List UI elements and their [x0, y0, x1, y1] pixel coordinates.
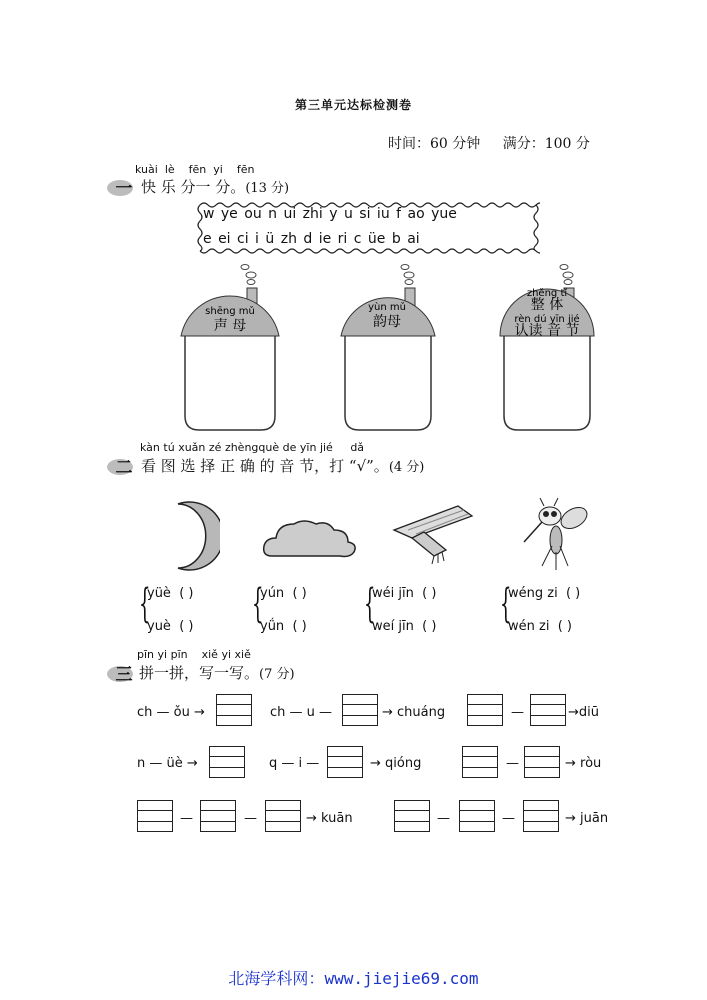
q1-prompt [141, 176, 289, 197]
q1-pinyin-1: lè [164, 163, 175, 176]
q1-text: 快 乐 分一 分。 [141, 178, 246, 196]
q1-pinyin-2: fēn [188, 163, 207, 176]
house-whole-label-2: 认读 音 节 [514, 323, 580, 339]
row1-diu: →diū [568, 705, 599, 720]
answer-box[interactable] [265, 800, 301, 832]
answer-box[interactable] [459, 800, 495, 832]
answer-box[interactable] [327, 746, 363, 778]
answer-box[interactable] [467, 694, 503, 726]
q1-pinyin-4: fēn [236, 163, 255, 176]
q2-pinyin-0: kàn [140, 441, 160, 454]
moon-icon [160, 500, 220, 572]
row2-n-ue: n — üè → [137, 756, 198, 771]
page-title: 第三单元达标检测卷 [294, 98, 412, 112]
footer-url[interactable]: www.jiejie69.com [324, 969, 479, 988]
house-finals [333, 262, 443, 434]
choice-scarf-a[interactable]: wéi jīn ( ) [372, 586, 437, 601]
q3-pinyin [137, 648, 251, 661]
q2-pinyin-8: jié [319, 441, 333, 454]
dash: — [502, 811, 515, 826]
q3-pinyin-1: yi [157, 648, 168, 661]
q3-pinyin-2: pīn [170, 648, 188, 661]
house-initials [175, 262, 285, 434]
q3-text: 拼一拼，写一写。 [139, 664, 260, 682]
row1-chuang: → chuáng [382, 705, 446, 720]
answer-box[interactable] [530, 694, 566, 726]
dash: — [244, 811, 257, 826]
exam-full-score: 满分：100 分 [502, 136, 590, 152]
q1-pinyin [135, 163, 254, 176]
pinyin-row-1: w ye ou n ui zhi y u si iu f ao yue [203, 206, 457, 222]
scarf-icon [388, 500, 478, 568]
q3-score: (7 分) [259, 667, 295, 682]
q1-pinyin-0: kuài [135, 163, 158, 176]
answer-box[interactable] [523, 800, 559, 832]
footer-watermark [0, 966, 707, 989]
q2-pinyin-9: dǎ [350, 441, 365, 454]
row2-q-i: q — i — [269, 756, 320, 771]
q1-number: 一 [113, 176, 135, 196]
row2-qiong: → qióng [370, 756, 422, 771]
house-whole-label: 整 体 [530, 297, 564, 313]
answer-box[interactable] [394, 800, 430, 832]
dash: — [506, 756, 519, 771]
q2-pinyin-1: tú [163, 441, 175, 454]
answer-box[interactable] [524, 746, 560, 778]
house-finals-label: 韵母 [373, 314, 401, 330]
q2-pinyin-4: zhèng [224, 441, 259, 454]
q2-pinyin [140, 441, 364, 454]
answer-box[interactable] [137, 800, 173, 832]
q3-pinyin-3: xiě [201, 648, 218, 661]
q2-pinyin-6: de [282, 441, 297, 454]
house-whole-syllables [490, 262, 602, 434]
exam-meta [388, 133, 608, 153]
cloud-icon [260, 516, 360, 564]
q2-pinyin-7: yīn [299, 441, 317, 454]
answer-box[interactable] [209, 746, 245, 778]
row3-kuan: → kuān [306, 811, 353, 826]
q2-number: 二 [113, 455, 135, 475]
choice-mosquito-b[interactable]: wén zi ( ) [508, 619, 572, 634]
q1-pinyin-3: yi [213, 163, 223, 176]
choice-moon-b[interactable]: yuè ( ) [147, 619, 194, 634]
answer-box[interactable] [216, 694, 252, 726]
row1-ch-ou: ch — ǒu → [137, 705, 205, 720]
answer-box[interactable] [462, 746, 498, 778]
answer-box[interactable] [342, 694, 378, 726]
q3-pinyin-4: yi [221, 648, 232, 661]
q3-prompt [139, 662, 295, 683]
dash: — [180, 811, 193, 826]
q1-score: (13 分) [245, 181, 290, 196]
row3-juan: → juān [565, 811, 609, 826]
choice-moon-a[interactable]: yüè ( ) [147, 586, 194, 601]
row1-ch-u: ch — u — [270, 705, 333, 720]
house-whole-pinyin: zhěng tǐ [526, 288, 568, 299]
choice-cloud-b[interactable]: yǘn ( ) [260, 619, 307, 634]
pinyin-row-2: e ei ci i ü zh d ie ri c üe b ai [203, 231, 420, 247]
exam-time: 时间：60 分钟 [388, 136, 481, 152]
q2-prompt [141, 455, 424, 476]
q2-pinyin-2: xuǎn [178, 441, 206, 454]
house-whole-pinyin-2: rèn dú yīn jié [514, 314, 580, 325]
q2-score: (4 分) [388, 460, 425, 475]
house-finals-pinyin: yùn mǔ [368, 302, 406, 313]
choice-scarf-b[interactable]: weí jīn ( ) [372, 619, 437, 634]
mosquito-icon [516, 496, 596, 572]
q3-number: 三 [113, 662, 135, 682]
footer-site-name: 北海学科网： [228, 969, 325, 988]
answer-box[interactable] [200, 800, 236, 832]
house-initials-pinyin: shēng mǔ [205, 306, 255, 317]
choice-mosquito-a[interactable]: wéng zi ( ) [508, 586, 581, 601]
row2-rou: → ròu [565, 756, 602, 771]
choice-cloud-a[interactable]: yún ( ) [260, 586, 307, 601]
q2-pinyin-3: zé [208, 441, 222, 454]
dash: — [437, 811, 450, 826]
q3-pinyin-0: pīn [137, 648, 155, 661]
house-initials-label: 声 母 [213, 318, 247, 334]
dash: — [511, 705, 524, 720]
q3-pinyin-5: xiě [234, 648, 251, 661]
q2-pinyin-5: què [258, 441, 280, 454]
q2-text: 看 图 选 择 正 确 的 音 节，打 “√”。 [141, 457, 389, 475]
